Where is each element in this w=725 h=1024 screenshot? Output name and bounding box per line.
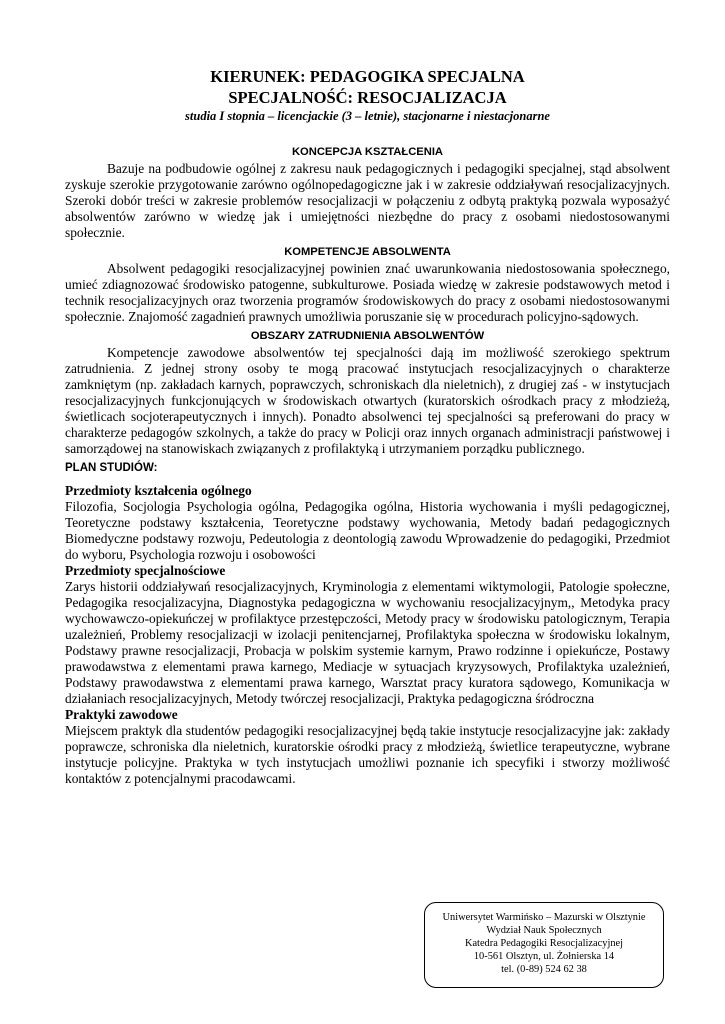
study-mode-subtitle: studia I stopnia – licencjackie (3 – letnie), stacjonarne i niestacjonarne [185,109,550,123]
faculty-name: Wydział Nauk Społecznych [486,925,602,936]
document-page [65,66,670,787]
employment-heading: OBSZARY ZATRUDNIENIA ABSOLWENTÓW [250,330,485,342]
concept-heading: KONCEPCJA KSZTAŁCENIA [291,146,444,158]
address: 10-561 Olsztyn, ul. Żołnierska 14 [473,951,615,962]
internships-paragraph: Miejscem praktyk dla studentów pedagogiki resocjalizacyjnej będą takie instytucje resocjalizacyjne jak: zakłady poprawcze, schroniska dla nieletnich, kuratorskie ośrodki pracy z młodzieżą, świetlice terapeutyczne, wybrane instytucje policyjne. Praktyka w tych instytucjach umożliwi poznanie ich specyfiki i stworzy możliwość kontaktów z potencjalnymi pracodawcami. [65,723,670,786]
university-name: Uniwersytet Warmińsko – Mazurski w Olsztynie [442,912,646,923]
contact-box [424,902,664,988]
field-of-study-title: KIERUNEK: PEDAGOGIKA SPECJALNA [210,67,525,86]
specialization-title: SPECJALNOŚĆ: RESOCJALIZACJA [228,88,507,107]
study-plan-heading: PLAN STUDIÓW: [65,462,158,474]
competences-heading: KOMPETENCJE ABSOLWENTA [284,246,451,258]
phone-number: tel. (0-89) 524 62 38 [501,964,587,975]
department-name: Katedra Pedagogiki Resocjalizacyjnej [464,938,624,949]
internships-heading: Praktyki zawodowe [65,707,178,722]
concept-paragraph: Bazuje na podbudowie ogólnej z zakresu nauk pedagogicznych i pedagogiki specjalnej, stąd absolwent zyskuje szerokie przygotowanie zarówno ogólnopedagogiczne jak i w zakresie oddziaływań resocjalizacyjnych. Szeroki dobór treści w zakresie problemów resocjalizacji w połączeniu z odbytą praktyką pozwala wyposażyć absolwentów zarówno w wiedzę jak i umiejętności niezbędne do pracy z osobami niedostosowanymi społecznie. [65,161,670,240]
specialization-subjects-heading: Przedmioty specjalnościowe [65,563,226,578]
specialization-subjects-list: Zarys historii oddziaływań resocjalizacyjnych, Kryminologia z elementami wiktymologii, Patologie społeczne, Pedagogika resocjalizacyjna, Diagnostyka pedagogiczna w wychowaniu resocjalizacyjnym,, Metodyka pracy wychowawczo-opiekuńczej w profilaktyce przestępczości, Metody pracy w środowisku patologicznym, Terapia uzależnień, Problemy resocjalizacji w izolacji penitencjarnej, Profilaktyka społeczna w środowisku lokalnym, Podstawy prawne resocjalizacji, Probacja w polskim systemie karnym, Prawo rodzinne i opiekuńcze, Postawy prawodawstwa z elementami prawa karnego, Mediacje w sytuacjach kryzysowych, Profilaktyka uzależnień, Podstawy prawodawstwa z elementami prawa karnego, Warsztat pracy kuratora sądowego, Komunikacja w działaniach resocjalizacyjnych, Metody twórczej resocjalizacji, Praktyka pedagogiczna śródroczna [65,579,670,706]
competences-paragraph: Absolwent pedagogiki resocjalizacyjnej powinien znać uwarunkowania niedostosowania społecznego, umieć zdiagnozować środowisko patogenne, subkulturowe. Posiada wiedzę w zakresie podstawowych metod i technik resocjalizacyjnych oraz tworzenia programów środowiskowych do pracy z osobami niedostosowanymi społecznie. Znajomość zagadnień prawnych umożliwia poruszanie się w procedurach policyjno-sądowych. [65,261,670,324]
employment-paragraph: Kompetencje zawodowe absolwentów tej specjalności dają im możliwość szerokiego spektrum zatrudnienia. Z jednej strony osoby te mogą pracować instytucjach resocjalizacyjnych o charakterze zamkniętym (np. zakładach karnych, poprawczych, schroniskach dla nieletnich), z drugiej zaś - w instytucjach resocjalizacyjnych funkcjonujących w środowiskach otwartych (kuratorskich ośrodkach pracy z młodzieżą, świetlicach socjoterapeutycznych i innych). Ponadto absolwenci tej specjalności są preferowani do pracy w charakterze pedagogów szkolnych, a także do pracy w Policji oraz innych organach administracji państwowej i samorządowej na stanowiskach związanych z profilaktyką i utrzymaniem porządku publicznego. [65,345,670,456]
general-subjects-heading: Przedmioty kształcenia ogólnego [65,483,252,498]
general-subjects-list: Filozofia, Socjologia Psychologia ogólna, Pedagogika ogólna, Historia wychowania i myśli pedagogicznej, Teoretyczne podstawy kształcenia, Teoretyczne podstawy wychowania, Metody badań pedagogicznych Biomedyczne podstawy rozwoju, Pedeutologia z deontologią zawodu Wprowadzenie do pedagogiki, Przedmiot do wyboru, Psychologia rozwoju i osobowości [65,499,670,562]
